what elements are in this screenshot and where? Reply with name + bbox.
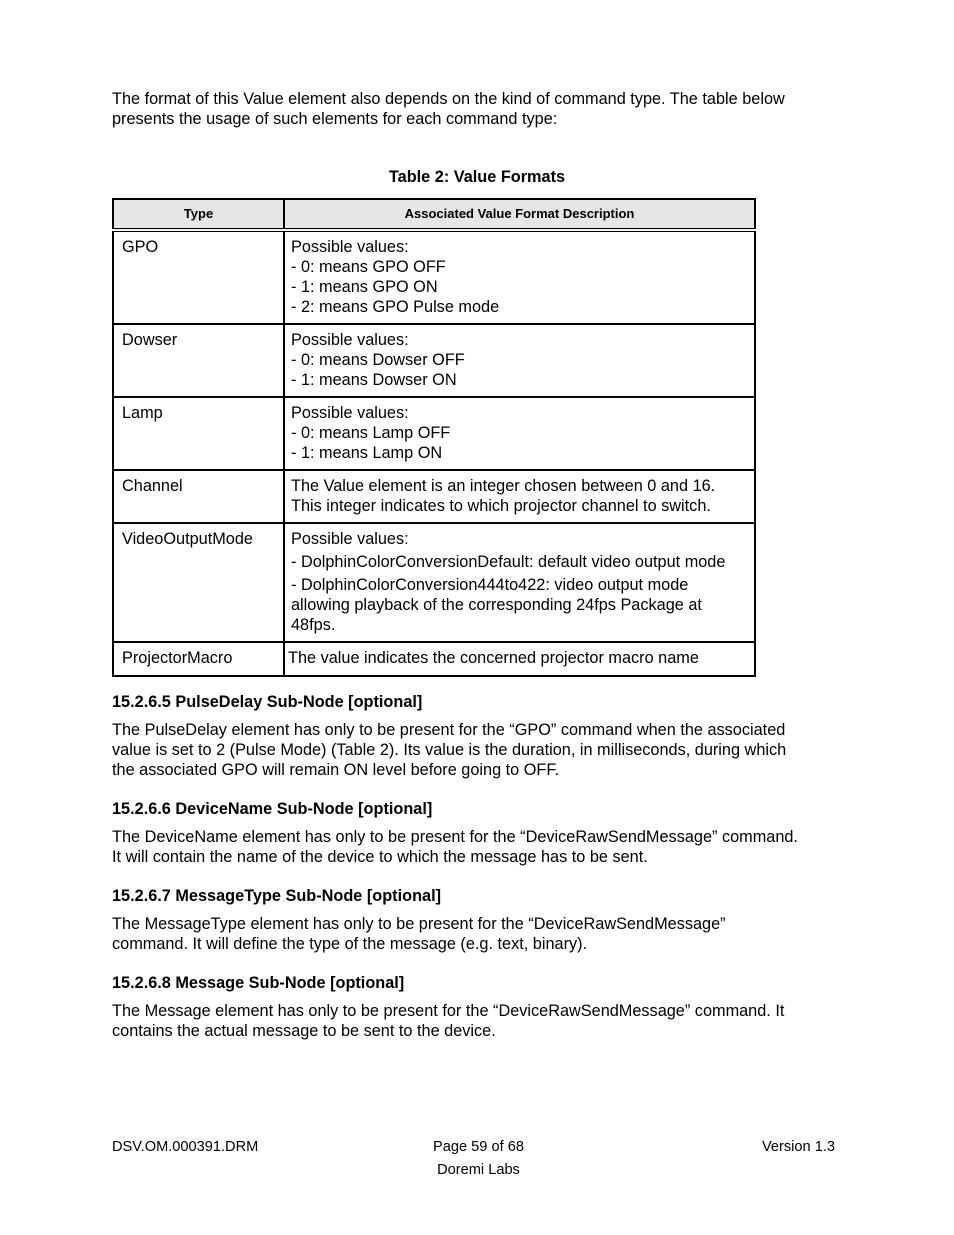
body-line: It will contain the name of the device to which the message has to be sent. (112, 848, 648, 866)
section-heading: 15.2.6.8 Message Sub-Node [optional] (112, 974, 405, 992)
type-cell: GPO (113, 230, 284, 324)
body-line: The PulseDelay element has only to be present for the “GPO” command when the associated (112, 721, 786, 739)
section-devicename (112, 799, 847, 867)
table-row (113, 230, 755, 324)
description-line: - DolphinColorConversion444to422: video output mode (291, 576, 689, 594)
body-line: The Message element has only to be present for the “DeviceRawSendMessage” command. It (112, 1002, 785, 1020)
value-formats-table (112, 198, 756, 677)
description-line: allowing playback of the corresponding 24fps Package at (291, 596, 702, 614)
footer-page-number: Page 59 of 68 (433, 1139, 524, 1155)
table-header-row (113, 199, 755, 230)
description-cell (284, 470, 755, 523)
type-cell: VideoOutputMode (113, 523, 284, 642)
type-cell: Dowser (113, 324, 284, 397)
section-pulsedelay (112, 692, 847, 780)
table-row (113, 397, 755, 470)
section-body (112, 827, 847, 867)
intro-line: presents the usage of such elements for each command type: (112, 110, 558, 128)
body-line: value is set to 2 (Pulse Mode) (Table 2). Its value is the duration, in milliseconds, during which (112, 741, 787, 759)
description-line: 48fps. (291, 616, 336, 634)
section-heading: 15.2.6.7 MessageType Sub-Node [optional] (112, 887, 442, 905)
body-line: the associated GPO will remain ON level before going to OFF. (112, 761, 560, 779)
description-cell (284, 523, 755, 642)
footer-version: Version 1.3 (761, 1139, 835, 1155)
description-line: - 0: means Lamp OFF (291, 424, 451, 442)
description-line: - 1: means Lamp ON (291, 444, 443, 462)
description-line: - 0: means Dowser OFF (291, 351, 465, 369)
description-line: The value indicates the concerned projector macro name (288, 649, 699, 667)
type-cell: Channel (113, 470, 284, 523)
table-row (113, 642, 755, 676)
body-line: contains the actual message to be sent to the device. (112, 1022, 496, 1040)
column-header-type: Type (113, 199, 284, 230)
description-line: This integer indicates to which projector channel to switch. (291, 497, 711, 515)
description-line: The Value element is an integer chosen between 0 and 16. (291, 477, 716, 495)
description-line: Possible values: (291, 238, 409, 256)
description-cell (284, 397, 755, 470)
description-line: - 1: means GPO ON (291, 278, 438, 296)
table-row (113, 470, 755, 523)
intro-line: The format of this Value element also depends on the kind of command type. The table below (112, 90, 785, 108)
type-cell: Lamp (113, 397, 284, 470)
column-header-description: Associated Value Format Description (284, 199, 755, 230)
description-line: Possible values: (291, 331, 409, 349)
body-line: The DeviceName element has only to be present for the “DeviceRawSendMessage” command. (112, 828, 798, 846)
description-line: Possible values: (291, 530, 409, 548)
description-line: - 1: means Dowser ON (291, 371, 457, 389)
body-line: The MessageType element has only to be present for the “DeviceRawSendMessage” (112, 915, 726, 933)
description-cell (284, 324, 755, 397)
section-body (112, 720, 847, 780)
section-message (112, 973, 847, 1041)
section-heading: 15.2.6.6 DeviceName Sub-Node [optional] (112, 800, 433, 818)
body-line: command. It will define the type of the message (e.g. text, binary). (112, 935, 588, 953)
description-cell (284, 230, 755, 324)
description-line: Possible values: (291, 404, 409, 422)
table-row (113, 523, 755, 642)
description-line: - 2: means GPO Pulse mode (291, 298, 500, 316)
footer-company: Doremi Labs (437, 1162, 520, 1178)
table-caption: Table 2: Value Formats (388, 168, 566, 186)
description-line: - DolphinColorConversionDefault: default video output mode (291, 553, 726, 571)
intro-paragraph (112, 89, 842, 129)
table-row (113, 324, 755, 397)
section-body (112, 1001, 847, 1041)
description-line: - 0: means GPO OFF (291, 258, 446, 276)
footer-doc-id: DSV.OM.000391.DRM (112, 1139, 259, 1155)
description-cell (284, 642, 755, 676)
section-heading: 15.2.6.5 PulseDelay Sub-Node [optional] (112, 693, 423, 711)
section-body (112, 914, 847, 954)
section-messagetype (112, 886, 847, 954)
type-cell: ProjectorMacro (113, 642, 284, 676)
